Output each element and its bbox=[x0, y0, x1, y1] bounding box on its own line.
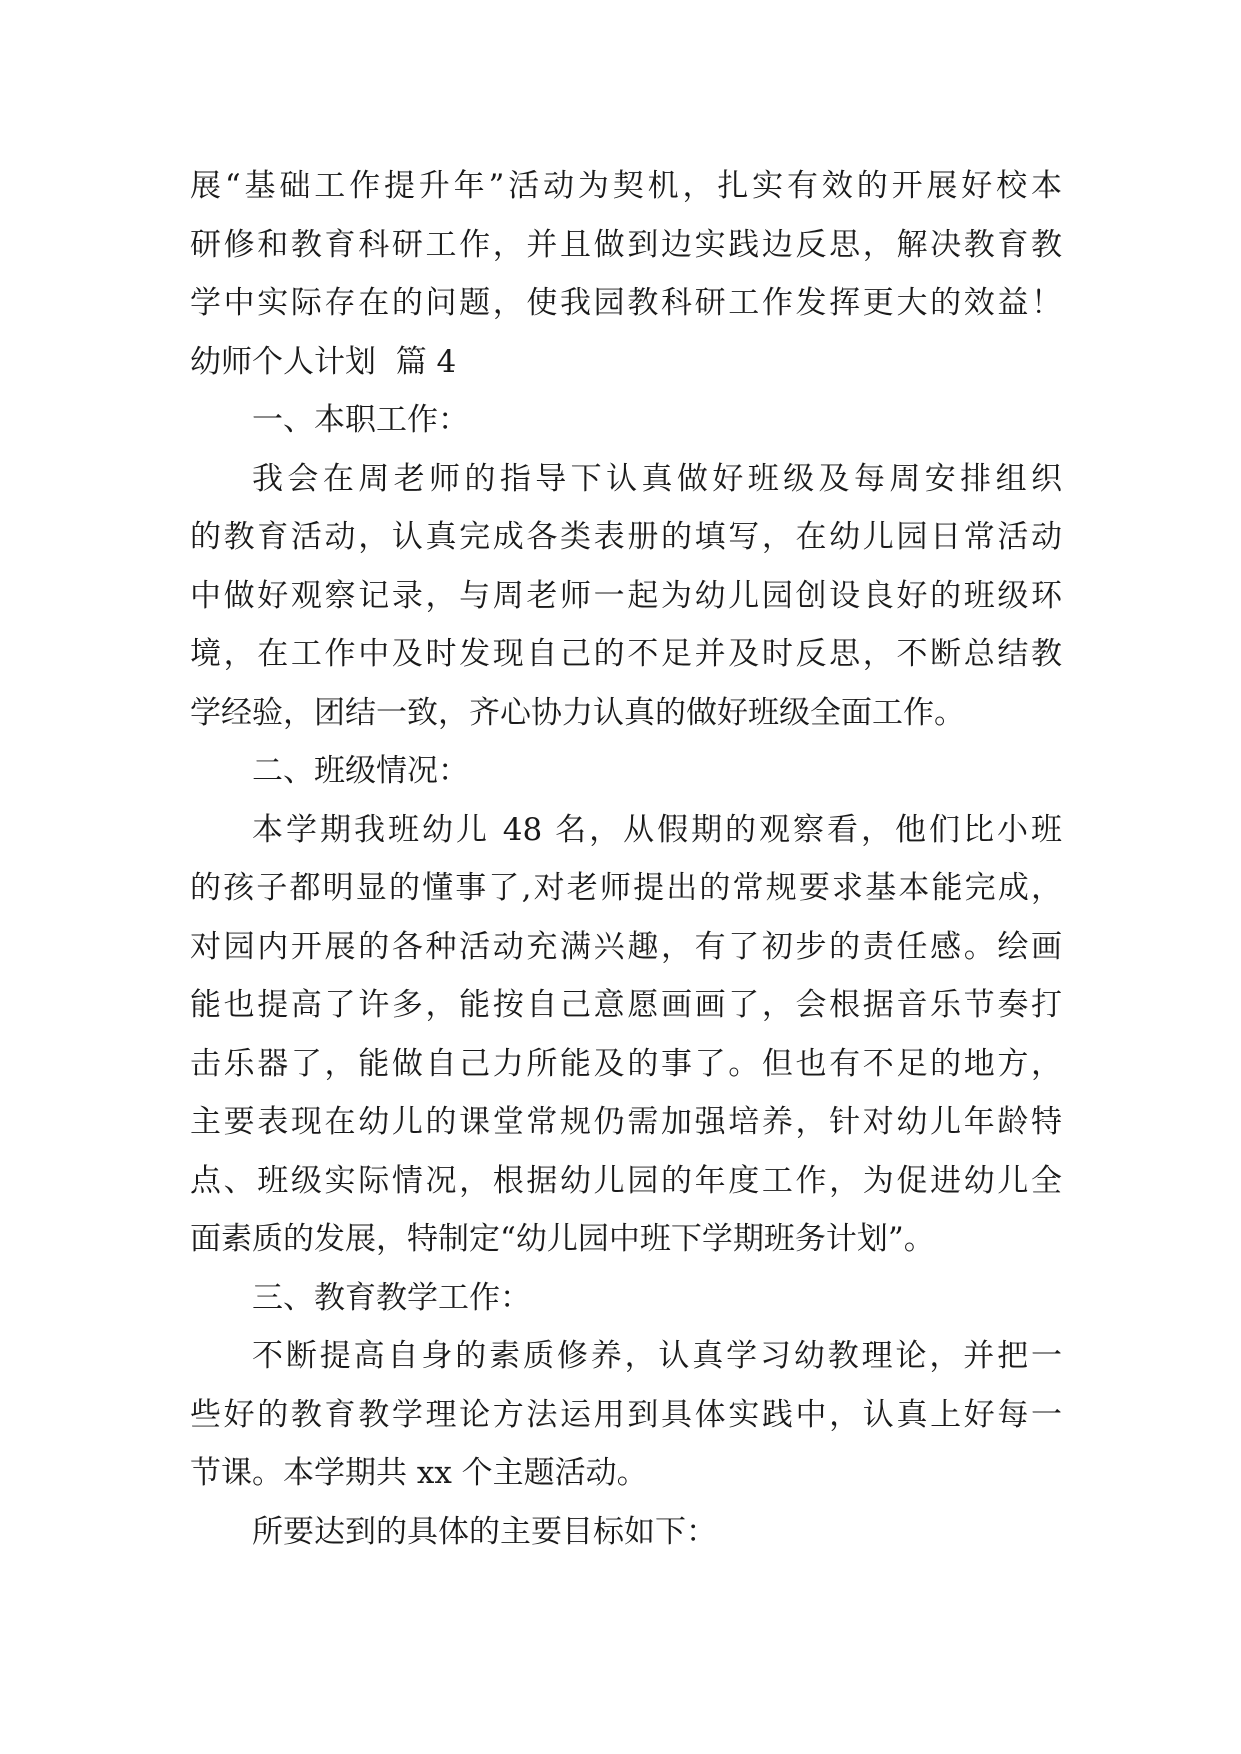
paragraph-line: 的孩子都明显的懂事了,对老师提出的常规要求基本能完成， bbox=[190, 870, 1062, 906]
subheading-duties: 一、本职工作： bbox=[252, 402, 469, 438]
paragraph-line: 我会在周老师的指导下认真做好班级及每周安排组织 bbox=[252, 460, 1062, 497]
paragraph-line: 对园内开展的各种活动充满兴趣，有了初步的责任感。绘画 bbox=[190, 928, 1062, 965]
paragraph-line: 展“基础工作提升年”活动为契机，扎实有效的开展好校本 bbox=[190, 168, 1062, 204]
paragraph-line: 学中实际存在的问题，使我园教科研工作发挥更大的效益！ bbox=[190, 285, 1062, 321]
paragraph-line: 主要表现在幼儿的课堂常规仍需加强培养，针对幼儿年龄特 bbox=[190, 1104, 1062, 1140]
paragraph-line: 研修和教育科研工作，并且做到边实践边反思，解决教育教 bbox=[190, 226, 1062, 263]
paragraph-line: 的教育活动，认真完成各类表册的填写，在幼儿园日常活动 bbox=[190, 519, 1062, 555]
paragraph-line: 节课。本学期共 xx 个主题活动。 bbox=[190, 1455, 648, 1491]
paragraph-line: 能也提高了许多，能按自己意愿画画了，会根据音乐节奏打 bbox=[190, 987, 1062, 1023]
paragraph-line: 面素质的发展，特制定“幼儿园中班下学期班务计划”。 bbox=[190, 1221, 935, 1257]
paragraph-line: 所要达到的具体的主要目标如下： bbox=[252, 1513, 717, 1550]
subheading-class-situation: 二、班级情况： bbox=[252, 753, 469, 789]
paragraph-line: 不断提高自身的素质修养，认真学习幼教理论，并把一 bbox=[252, 1338, 1062, 1374]
paragraph-line: 境，在工作中及时发现自己的不足并及时反思，不断总结教 bbox=[190, 636, 1062, 672]
paragraph-line: 中做好观察记录，与周老师一起为幼儿园创设良好的班级环 bbox=[190, 577, 1062, 614]
paragraph-line: 点、班级实际情况，根据幼儿园的年度工作，为促进幼儿全 bbox=[190, 1162, 1062, 1199]
section-heading: 幼师个人计划 篇 4 bbox=[190, 343, 457, 380]
document-body bbox=[190, 157, 1062, 1561]
paragraph-line: 击乐器了，能做自己力所能及的事了。但也有不足的地方， bbox=[190, 1045, 1062, 1082]
paragraph-line: 些好的教育教学理论方法运用到具体实践中，认真上好每一 bbox=[190, 1396, 1062, 1433]
paragraph-line: 学经验，团结一致，齐心协力认真的做好班级全面工作。 bbox=[190, 694, 965, 731]
paragraph-line: 本学期我班幼儿 48 名，从假期的观察看，他们比小班 bbox=[252, 811, 1062, 848]
subheading-teaching-work: 三、教育教学工作： bbox=[252, 1279, 531, 1316]
